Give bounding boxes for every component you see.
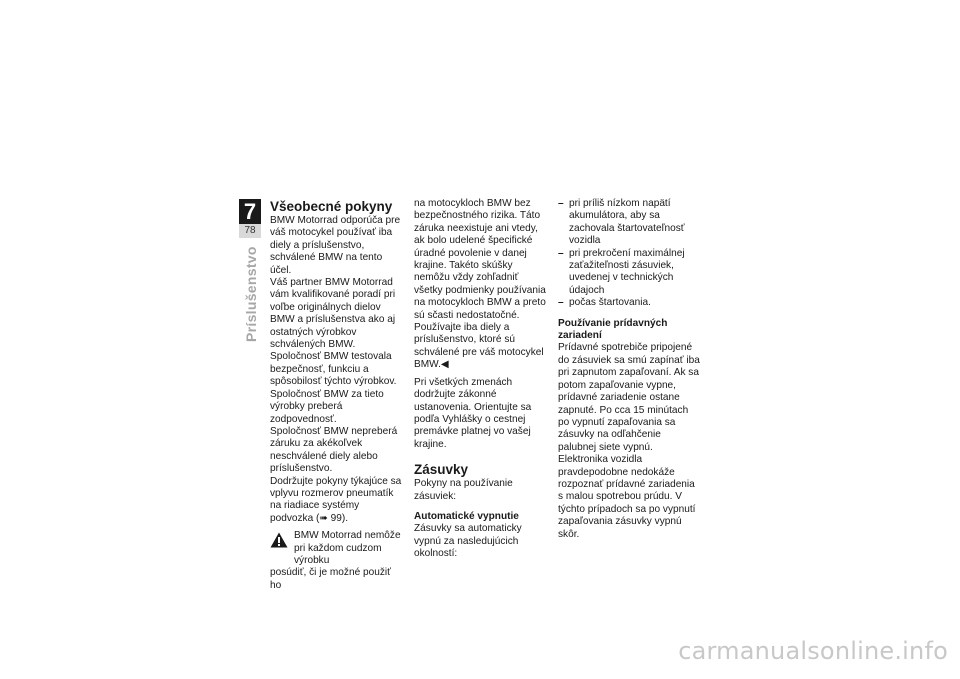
- watermark: carmanualsonline.info: [678, 637, 948, 665]
- heading-general-notes: Všeobecné pokyny: [270, 199, 393, 214]
- warning-triangle-icon: [270, 532, 288, 548]
- chapter-number: 7: [239, 199, 261, 224]
- column-3: [558, 198, 700, 541]
- warning-note: [270, 530, 403, 592]
- paragraph: Zásuvky sa automaticky vypnú za nasledujúcich okolností:: [414, 523, 522, 560]
- subheading-accessories-use: Používanie prídavných zariadení: [558, 317, 668, 342]
- page-number: 78: [239, 224, 261, 238]
- list-item: – počas štartovania.: [558, 297, 700, 309]
- paragraph: Pokyny na používanie zásuviek:: [414, 478, 513, 502]
- section-title-vertical: Príslušenstvo: [243, 246, 259, 342]
- paragraph: Elektronika vozidla pravdepodobne nedokáže rozpoznať prídavné zariadenia s malou spotrebou prúdu. V týchto prípadoch sa po vypnutí zapaľovania zásuvky vypnú skôr.: [558, 454, 696, 540]
- subheading-auto-off: Automatické vypnutie: [414, 510, 519, 522]
- warning-continuation: posúdiť, či je možné použiť ho: [270, 567, 391, 591]
- paragraph: Pri všetkých zmenách dodržujte zákonné ustanovenia. Orientujte sa podľa Vyhlášky o cestnej premávke platnej vo vašej krajine.: [414, 376, 532, 450]
- paragraph: Váš partner BMW Motorrad vám kvalifikované poradí pri voľbe originálnych dielov BMW a príslušenstva ako aj ostatných výrobkov schválených BMW.: [270, 277, 396, 351]
- list-item: – pri prekročení maximálnej zaťažiteľnosti zásuviek, uvedenej v technických údajoch: [558, 248, 700, 298]
- paragraph: Dodržujte pokyny týkajúce sa vplyvu rozmerov pneumatík na riadiace systémy podvozka (➠ 99).: [270, 475, 402, 524]
- heading-sockets: Zásuvky: [414, 462, 469, 478]
- column-1: [270, 198, 403, 592]
- condition-list: [558, 198, 700, 310]
- paragraph: Spoločnosť BMW nepreberá záruku za akékoľvek neschválené diely alebo príslušenstvo.: [270, 425, 398, 475]
- warning-text: BMW Motorrad nemôže pri každom cudzom výrobku: [294, 530, 401, 566]
- list-item: – pri príliš nízkom napätí akumulátora, aby sa zachovala štartovateľnosť vozidla: [558, 198, 700, 248]
- column-2: [414, 198, 547, 561]
- paragraph: Prídavné spotrebiče pripojené do zásuviek sa smú zapínať iba pri zapnutom zapaľovaní. Ak sa potom zapaľovanie vypne, prídavné zariadenie ostane zapnuté. Po cca 15 minútach po vypnutí zapaľovania sa zásuvky na odľahčenie palubnej siete vypnú.: [558, 342, 700, 453]
- paragraph: na motocykloch BMW bez bezpečnostného rizika. Táto záruka neexistuje ani vtedy, ak bolo udelené špecifické úradné povolenie v danej krajine. Takéto skúšky nemôžu vždy zohľadniť všetky podmienky používania na motocykloch BMW a preto sú sčasti nedostatočné.: [414, 198, 546, 321]
- chapter-tab: [239, 199, 261, 239]
- paragraph: BMW Motorrad odporúča pre váš motocykel používať iba diely a príslušenstvo, schválené BMW na tento účel.: [270, 215, 401, 276]
- paragraph: Spoločnosť BMW testovala bezpečnosť, funkciu a spôsobilosť týchto výrobkov. Spoločnosť BMW za tieto výrobky preberá zodpovednosť.: [270, 351, 397, 425]
- paragraph: Používajte iba diely a príslušenstvo, ktoré sú schválené pre váš motocykel BMW.◀: [414, 322, 544, 371]
